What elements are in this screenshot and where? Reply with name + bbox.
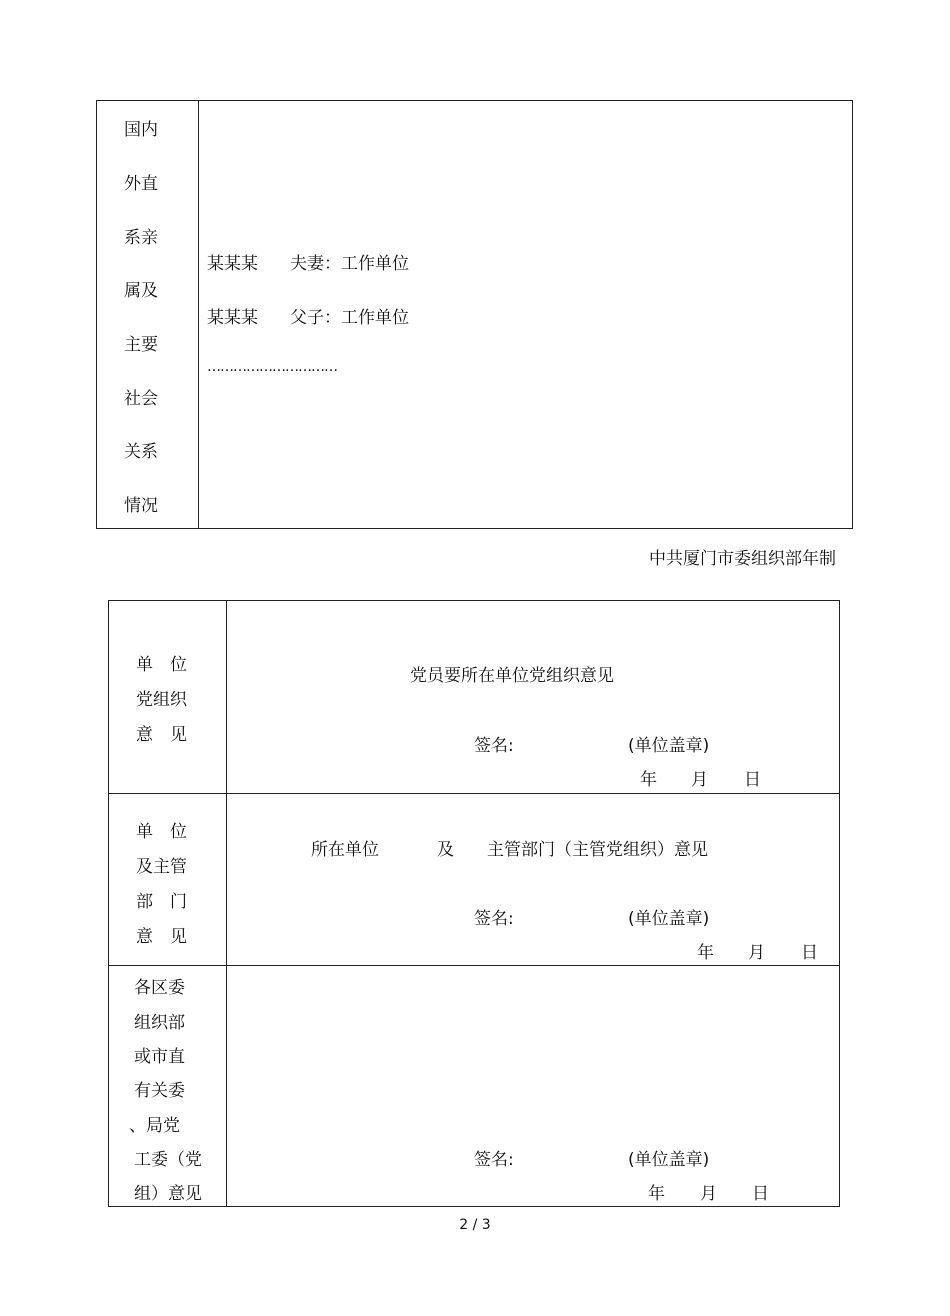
relation-entry-detail: 父子：工作单位 xyxy=(290,308,409,328)
date-month: 月 xyxy=(748,943,765,963)
row-divider xyxy=(108,793,840,794)
sign-label: 签名: xyxy=(474,909,514,929)
unit-dept-content-and: 及 xyxy=(437,840,454,860)
unit-party-content: 党员要所在单位党组织意见 xyxy=(410,666,614,686)
unit-dept-content-dept: 主管部门（主管党组织）意见 xyxy=(487,840,708,860)
unit-dept-label-line: 部 门 xyxy=(136,892,187,912)
relation-entry-name: 某某某 xyxy=(207,308,258,328)
unit-dept-content-unit: 所在单位 xyxy=(311,840,379,860)
date-day: 日 xyxy=(752,1184,769,1204)
sign-label: 签名: xyxy=(474,1150,514,1170)
date-day: 日 xyxy=(744,770,761,790)
relations-label-line: 关系 xyxy=(124,442,158,462)
seal-label: (单位盖章) xyxy=(628,1150,710,1170)
unit-dept-label-line: 意 见 xyxy=(136,927,187,947)
relation-entry-detail: 夫妻：工作单位 xyxy=(290,254,409,274)
relations-divider xyxy=(198,100,199,529)
producer-note: 中共厦门市委组织部年制 xyxy=(649,549,836,569)
district-label-line: 、局党 xyxy=(129,1116,180,1136)
relation-ellipsis: ………………………… xyxy=(207,359,337,375)
district-label-line: 工委（党 xyxy=(134,1150,202,1170)
relations-label-line: 主要 xyxy=(124,335,158,355)
relation-entry-name: 某某某 xyxy=(207,254,258,274)
date-year: 年 xyxy=(648,1184,665,1204)
district-label-line: 各区委 xyxy=(134,978,185,998)
unit-party-label-line: 意 见 xyxy=(136,725,187,745)
date-month: 月 xyxy=(700,1184,717,1204)
relations-label-line: 系亲 xyxy=(124,228,158,248)
date-year: 年 xyxy=(640,770,657,790)
date-month: 月 xyxy=(691,770,708,790)
opinions-divider xyxy=(226,600,227,1207)
relations-label-line: 属及 xyxy=(124,281,158,301)
relations-label-line: 情况 xyxy=(124,496,158,516)
unit-dept-label-line: 单 位 xyxy=(136,822,187,842)
unit-dept-label-line: 及主管 xyxy=(136,857,187,877)
district-label-line: 或市直 xyxy=(134,1047,185,1067)
date-year: 年 xyxy=(697,943,714,963)
date-day: 日 xyxy=(801,943,818,963)
seal-label: (单位盖章) xyxy=(628,736,710,756)
unit-party-label-line: 党组织 xyxy=(136,690,187,710)
district-label-line: 组）意见 xyxy=(134,1184,202,1204)
district-label-line: 有关委 xyxy=(134,1081,185,1101)
row-divider xyxy=(108,965,840,966)
opinions-table xyxy=(108,600,840,1207)
relations-label-line: 外直 xyxy=(124,174,158,194)
seal-label: (单位盖章) xyxy=(628,909,710,929)
relations-label-line: 社会 xyxy=(124,389,158,409)
relations-label-line: 国内 xyxy=(124,120,158,140)
page-number: 2 / 3 xyxy=(459,1217,491,1233)
district-label-line: 组织部 xyxy=(134,1013,185,1033)
unit-party-label-line: 单 位 xyxy=(136,655,187,675)
sign-label: 签名: xyxy=(474,736,514,756)
